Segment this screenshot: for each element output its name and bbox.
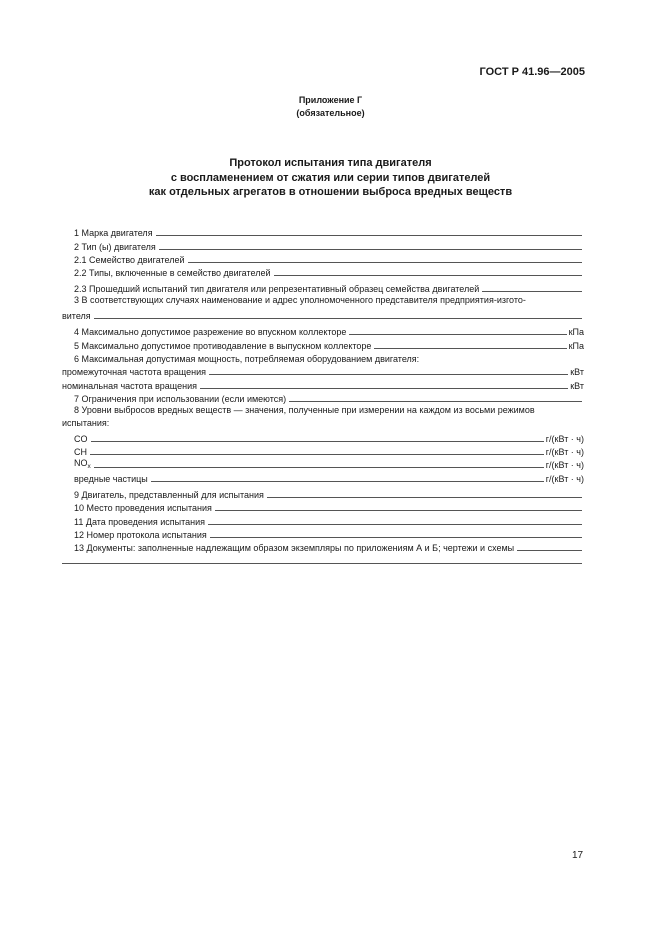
item-8-label-line-2: испытания: [62, 418, 110, 429]
protocol-form [62, 225, 584, 566]
item-13-continuation-blank[interactable] [62, 563, 582, 564]
item-2-2-label: 2.2 Типы, включенные в семейство двигателей [74, 268, 271, 279]
item-2-label: 2 Тип (ы) двигателя [74, 241, 156, 252]
nox-blank[interactable] [94, 467, 544, 468]
co-row [62, 430, 584, 443]
item-1-row [62, 225, 584, 238]
item-2-blank[interactable] [159, 249, 582, 250]
item-10-blank[interactable] [215, 510, 582, 511]
item-5-blank[interactable] [374, 348, 566, 349]
item-4-unit: кПа [568, 327, 584, 338]
item-12-blank[interactable] [210, 537, 582, 538]
item-2-1-row [62, 252, 584, 265]
item-10-label: 10 Место проведения испытания [74, 503, 212, 514]
item-8-label-line-1: 8 Уровни выбросов вредных веществ — значения, полученные при измерении на каждом из восьми режимов [74, 404, 535, 415]
item-6-row [62, 351, 584, 364]
item-5-unit: кПа [568, 340, 584, 351]
item-7-blank[interactable] [289, 401, 582, 402]
item-13-row [62, 540, 584, 553]
item-2-3-label: 2.3 Прошедший испытаний тип двигателя или репрезентативный образец семейства двигателей [74, 284, 480, 295]
item-7-row [62, 391, 584, 404]
co-blank[interactable] [91, 441, 544, 442]
ch-label: CH [74, 447, 87, 458]
protocol-title [0, 156, 661, 200]
page-number: 17 [572, 850, 584, 861]
item-7-label: 7 Ограничения при использовании (если имеются) [74, 393, 287, 404]
item-6b-label: номинальная частота вращения [62, 380, 197, 391]
item-12-label: 12 Номер протокола испытания [74, 529, 207, 540]
item-6a-row [62, 364, 584, 377]
nox-label-subscript: x [87, 463, 91, 471]
item-2-3-blank[interactable] [482, 291, 582, 292]
item-11-blank[interactable] [208, 524, 582, 525]
item-10-row [62, 500, 584, 513]
item-2-row [62, 238, 584, 251]
item-9-blank[interactable] [267, 497, 582, 498]
item-6b-unit: кВт [570, 380, 584, 391]
item-6-label: 6 Максимальная допустимая мощность, потребляемая оборудованием двигателя: [74, 353, 420, 364]
item-1-blank[interactable] [156, 235, 582, 236]
nox-row [62, 457, 584, 470]
item-13-label: 13 Документы: заполненные надлежащим образом экземпляры по приложениям А и Б; чертежи и схемы [74, 543, 515, 554]
nox-label [74, 458, 91, 470]
nox-unit: г/(кВт · ч) [545, 460, 584, 471]
item-6a-label: промежуточная частота вращения [62, 367, 206, 378]
ch-blank[interactable] [90, 454, 544, 455]
item-5-label: 5 Максимально допустимое противодавление в выпускном коллекторе [74, 340, 372, 351]
ch-unit: г/(кВт · ч) [545, 447, 584, 458]
annex-title: Приложение Г [298, 95, 363, 105]
item-1-label: 1 Марка двигателя [74, 228, 153, 239]
item-3-row [62, 308, 584, 321]
item-3-block [62, 294, 584, 307]
item-2-1-blank[interactable] [188, 262, 582, 263]
protocol-title-line-2: с воспламенением от сжатия или серии типов двигателей [170, 171, 491, 184]
pm-row [62, 470, 584, 483]
protocol-title-line-1: Протокол испытания типа двигателя [229, 157, 432, 169]
pm-unit: г/(кВт · ч) [545, 473, 584, 484]
item-2-2-blank[interactable] [274, 275, 583, 276]
item-6b-blank[interactable] [200, 388, 568, 389]
item-6a-blank[interactable] [209, 374, 568, 375]
ch-row [62, 444, 584, 457]
item-6b-row [62, 377, 584, 390]
item-11-row [62, 513, 584, 526]
item-4-label: 4 Максимально допустимое разрежение во впускном коллекторе [74, 327, 347, 338]
nox-label-base: NO [74, 458, 88, 469]
item-4-blank[interactable] [349, 334, 566, 335]
item-5-row [62, 337, 584, 350]
pm-blank[interactable] [151, 481, 544, 482]
pm-label: вредные частицы [74, 473, 148, 484]
co-unit: г/(кВт · ч) [545, 433, 584, 444]
protocol-title-line-3: как отдельных агрегатов в отношении выброса вредных веществ [148, 186, 513, 198]
item-12-row [62, 527, 584, 540]
item-6a-unit: кВт [570, 367, 584, 378]
item-13-continuation-row [62, 553, 584, 566]
item-2-2-row [62, 265, 584, 278]
item-9-label: 9 Двигатель, представленный для испытания [74, 489, 264, 500]
item-3-label-line-1: 3 В соответствующих случаях наименование и адрес уполномоченного представителя предприятия-изгото- [74, 295, 526, 306]
item-2-3-row [62, 281, 584, 294]
item-3-label-line-2: вителя [62, 311, 91, 322]
annex-status: (обязательное) [296, 108, 365, 118]
item-3-blank[interactable] [94, 318, 582, 319]
item-2-1-label: 2.1 Семейство двигателей [74, 254, 185, 265]
document-standard-id: ГОСТ Р 41.96—2005 [479, 66, 585, 78]
co-label: CO [74, 433, 88, 444]
item-4-row [62, 324, 584, 337]
item-11-label: 11 Дата проведения испытания [74, 516, 206, 527]
item-13-blank[interactable] [517, 550, 582, 551]
item-9-row [62, 487, 584, 500]
item-8-block [62, 404, 584, 431]
